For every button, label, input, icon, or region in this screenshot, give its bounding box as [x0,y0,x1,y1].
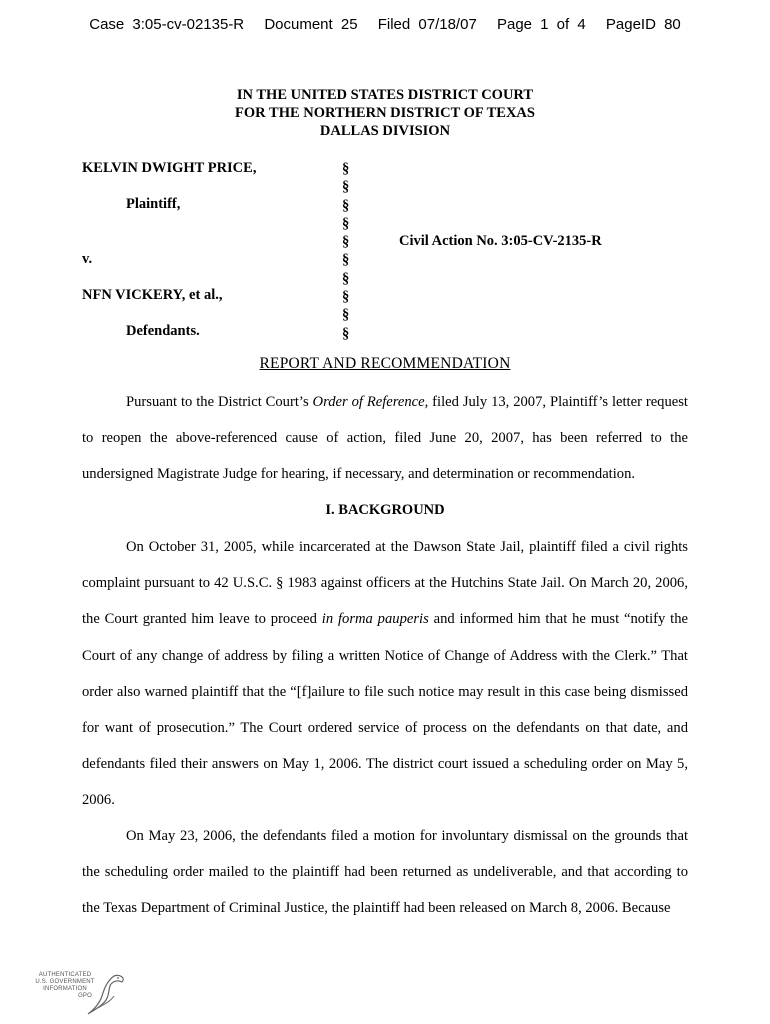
section-symbol: § [342,307,350,324]
in-forma-pauperis-italic: in forma pauperis [321,611,429,628]
section-symbol: § [342,215,350,232]
section-symbols-column [342,160,349,343]
case-caption [82,160,702,340]
intro-text-end: filed July 13, 2007, Plaintiff’s letter request to reopen the above-referenced cause of action, filed June 20, 2007, has been referred to the undersigned Magistrate Judge for hearing, if necessary, and determination or recommendation. [82,394,688,483]
defendant-role: Defendants. [126,323,200,339]
court-heading [0,86,770,140]
court-line-2: FOR THE NORTHERN DISTRICT OF TEXAS [235,105,535,121]
civil-action-number: Civil Action No. 3:05-CV-2135-R [399,233,602,249]
case-header [0,16,770,33]
para1-text-end: and informed him that he must “notify the Court of any change of address by filing a written Notice of Change of Address with the Clerk.” That order also warned plaintiff that the “[f]ailure to file such notice may result in this case being dismissed for want of prosecution.” The Court ordered service of process on the defendants on that date, and defendants filed their answers on May 1, 2006. The district court issued a scheduling order on May 5, 2006. [82,611,688,809]
section-symbol: § [342,197,350,214]
versus: v. [82,251,93,267]
document-number: Document 25 [264,16,358,33]
court-line-1: IN THE UNITED STATES DISTRICT COURT [236,87,534,103]
section-symbol: § [342,252,350,269]
gpo-authentication-logo [34,972,134,1018]
background-paragraph-2 [82,818,688,927]
court-line-3: DALLAS DIVISION [319,123,451,139]
eagle-icon [84,972,128,1018]
defendant-name: NFN VICKERY, et al., [82,287,223,303]
order-of-reference-italic: Order of Reference, [312,394,429,410]
gpo-line-3: INFORMATION [43,986,87,992]
page-id: PageID 80 [605,16,681,33]
section-symbol: § [342,234,350,251]
gpo-line-1: AUTHENTICATED [38,972,92,978]
intro-paragraph [82,384,688,493]
intro-text-start: Pursuant to the District Court’s [126,394,313,410]
section-symbol: § [342,179,350,196]
document-title: REPORT AND RECOMMENDATION [259,355,511,372]
case-number: Case 3:05-cv-02135-R [89,16,245,33]
plaintiff-role: Plaintiff, [126,196,181,212]
para2-text: On May 23, 2006, the defendants filed a motion for involuntary dismissal on the grounds that the scheduling order mailed to the plaintiff had been returned as undeliverable, and that according to the Texas Department of Criminal Justice, the plaintiff had been released on March 8, 2006. Because [82,828,688,917]
background-paragraph-1 [82,529,688,819]
filed-date: Filed 07/18/07 [377,16,477,33]
gpo-line-4: GPO [78,993,92,999]
section-symbol: § [342,161,350,177]
section-symbol: § [342,325,350,342]
background-heading: I. BACKGROUND [325,502,445,518]
plaintiff-name: KELVIN DWIGHT PRICE, [82,160,257,176]
para1-text-start: On October 31, 2005, while incarcerated at the Dawson State Jail, plaintiff filed a civil rights complaint pursuant to 42 U.S.C. § 1983 against officers at the Hutchins State Jail. On March 20, 2006, the Court granted him leave to proceed [82,539,688,628]
section-symbol: § [342,270,350,287]
gpo-line-2: U.S. GOVERNMENT [35,979,95,985]
page-number: Page 1 of 4 [496,16,586,33]
section-symbol: § [342,289,350,306]
